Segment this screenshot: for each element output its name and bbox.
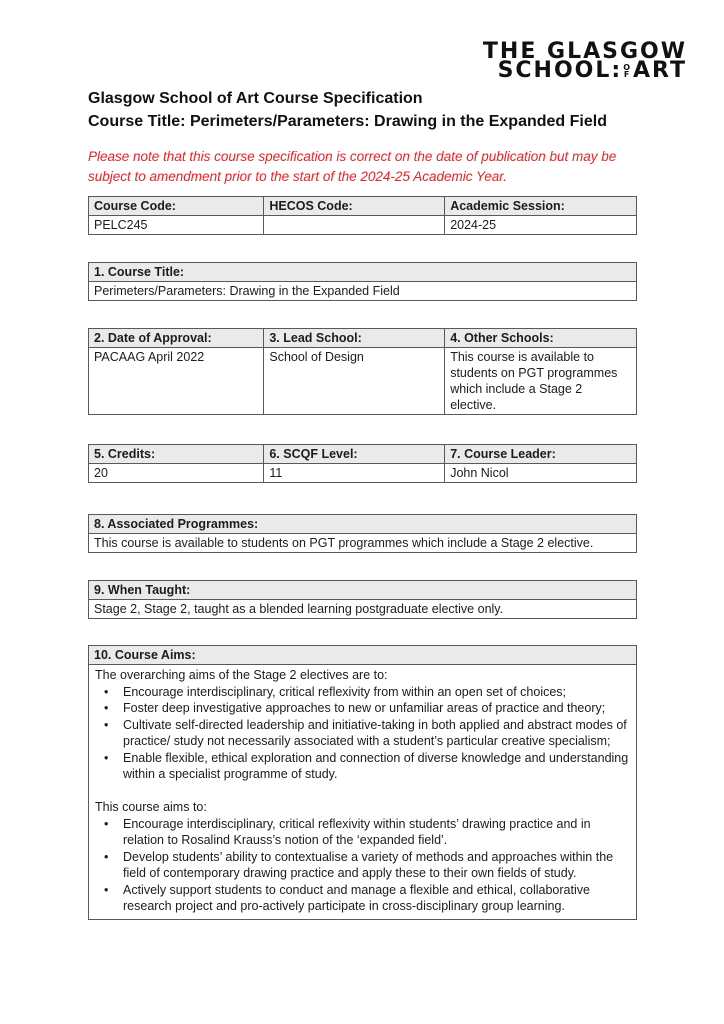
table-header-row bbox=[89, 263, 637, 282]
table-value-row bbox=[89, 534, 637, 553]
academic-session-header: Academic Session: bbox=[445, 197, 637, 216]
scqf-level-value: 11 bbox=[264, 464, 445, 483]
course-aims-table bbox=[88, 645, 637, 920]
aims-bullet: • Foster deep investigative approaches to new or unfamiliar areas of practice and theory; bbox=[95, 700, 630, 717]
course-leader-header: 7. Course Leader: bbox=[445, 445, 637, 464]
aims-intro-1: The overarching aims of the Stage 2 electives are to: bbox=[95, 668, 388, 682]
table-value-row bbox=[89, 282, 637, 301]
table-header-row bbox=[89, 581, 637, 600]
hecos-code-value bbox=[264, 216, 445, 235]
table-header-row bbox=[89, 515, 637, 534]
logo-of-bottom: F bbox=[623, 69, 630, 79]
date-of-approval-header: 2. Date of Approval: bbox=[89, 329, 264, 348]
gsa-logo bbox=[482, 39, 687, 83]
course-aims-content bbox=[89, 665, 637, 920]
credits-value: 20 bbox=[89, 464, 264, 483]
other-schools-value: This course is available to students on PGT programmes which include a Stage 2 elective. bbox=[445, 348, 637, 415]
course-code-header: Course Code: bbox=[89, 197, 264, 216]
when-taught-value: Stage 2, Stage 2, taught as a blended learning postgraduate elective only. bbox=[89, 600, 637, 619]
aims-bullet: • Encourage interdisciplinary, critical reflexivity within students’ drawing practice and in relation to Rosalind Krauss’s notion of the ‘expanded field’. bbox=[95, 816, 630, 849]
table-value-row bbox=[89, 665, 637, 920]
aims-bullet: • Develop students’ ability to contextualise a variety of methods and approaches within the field of contemporary drawing practice and apply these to their own fields of study. bbox=[95, 849, 630, 882]
lead-school-value: School of Design bbox=[264, 348, 445, 415]
scqf-level-header: 6. SCQF Level: bbox=[264, 445, 445, 464]
associated-programmes-value: This course is available to students on PGT programmes which include a Stage 2 elective. bbox=[89, 534, 637, 553]
when-taught-header: 9. When Taught: bbox=[89, 581, 637, 600]
table-header-row bbox=[89, 197, 637, 216]
document-title bbox=[88, 88, 648, 133]
aims-bullet: • Cultivate self-directed leadership and initiative-taking in both applied and abstract modes of practice/ study not necessarily associated with a student’s particular creative specialism; bbox=[95, 717, 630, 750]
when-taught-table bbox=[88, 580, 637, 619]
table-value-row bbox=[89, 348, 637, 415]
credits-table bbox=[88, 444, 637, 483]
table-header-row bbox=[89, 329, 637, 348]
course-aims-header: 10. Course Aims: bbox=[89, 646, 637, 665]
publication-notice: Please note that this course specification is correct on the date of publication but may be subject to amendment prior to the start of the 2024-25 Academic Year. bbox=[88, 149, 617, 184]
codes-table bbox=[88, 196, 637, 235]
course-leader-value: John Nicol bbox=[445, 464, 637, 483]
course-title-value: Perimeters/Parameters: Drawing in the Expanded Field bbox=[89, 282, 637, 301]
aims-bullet: • Encourage interdisciplinary, critical reflexivity from within an open set of choices; bbox=[95, 684, 630, 701]
logo-of-top: O bbox=[623, 62, 630, 72]
course-code-value: PELC245 bbox=[89, 216, 264, 235]
date-of-approval-value: PACAAG April 2022 bbox=[89, 348, 264, 415]
title-line-2: Course Title: Perimeters/Parameters: Drawing in the Expanded Field bbox=[88, 112, 607, 130]
course-title-table bbox=[88, 262, 637, 301]
table-header-row bbox=[89, 646, 637, 665]
academic-session-value: 2024-25 bbox=[445, 216, 637, 235]
credits-header: 5. Credits: bbox=[89, 445, 264, 464]
spacer bbox=[95, 783, 630, 800]
logo-of-stack bbox=[623, 64, 630, 78]
associated-programmes-header: 8. Associated Programmes: bbox=[89, 515, 637, 534]
approval-table bbox=[88, 328, 637, 415]
table-value-row bbox=[89, 600, 637, 619]
title-line-1: Glasgow School of Art Course Specification bbox=[88, 90, 423, 107]
associated-programmes-table bbox=[88, 514, 637, 553]
lead-school-header: 3. Lead School: bbox=[264, 329, 445, 348]
table-value-row bbox=[89, 216, 637, 235]
aims-bullet: • Actively support students to conduct and manage a flexible and ethical, collaborative research project and pro-actively participate in cross-disciplinary group learning. bbox=[95, 882, 630, 915]
table-header-row bbox=[89, 445, 637, 464]
course-title-header: 1. Course Title: bbox=[89, 263, 637, 282]
table-value-row bbox=[89, 464, 637, 483]
logo-school-text: SCHOOL: bbox=[497, 58, 623, 83]
other-schools-header: 4. Other Schools: bbox=[445, 329, 637, 348]
logo-line-1: THE GLASGOW bbox=[482, 39, 687, 64]
hecos-code-header: HECOS Code: bbox=[264, 197, 445, 216]
logo-line-2 bbox=[483, 58, 687, 83]
aims-bullet: • Enable flexible, ethical exploration and connection of diverse knowledge and understanding within a specialist programme of study. bbox=[95, 750, 630, 783]
aims-intro-2: This course aims to: bbox=[95, 800, 207, 814]
logo-art-text: ART bbox=[633, 58, 687, 83]
